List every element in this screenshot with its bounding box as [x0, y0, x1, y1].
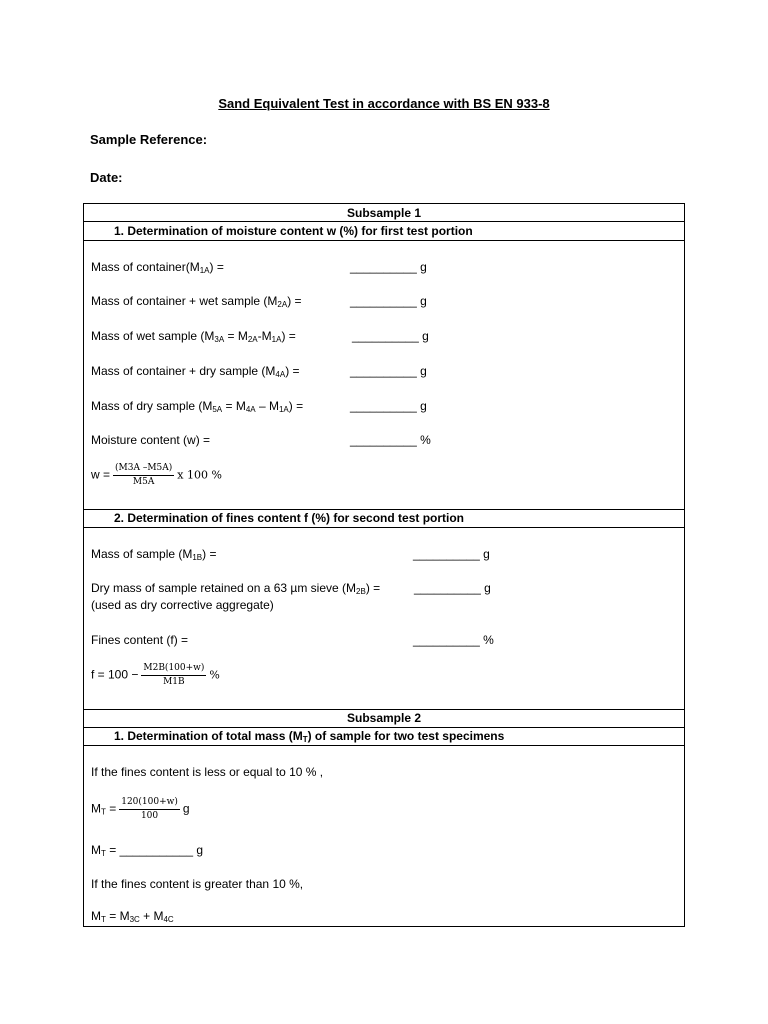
m1b-label: Mass of sample $(M_{1B})$ =: [91, 547, 217, 562]
table-divider: [84, 709, 684, 710]
subsample-2-heading: Subsample 2: [346, 711, 422, 725]
table-divider: [84, 745, 684, 746]
moisture-content-label: Moisture content (w) =: [91, 433, 211, 447]
m5a-label: Mass of dry sample $(M_{5A} = M_{4A} - M_{1A})$ =: [91, 399, 304, 414]
m4a-label: Mass of container + dry sample $(M_{4A})$ =: [91, 364, 300, 379]
table-divider: [84, 527, 684, 528]
m2a-label: Mass of container + wet sample $(M_{2A})$ =: [91, 294, 302, 309]
table-divider: [84, 221, 684, 222]
m2b-label: Dry mass of sample retained on a 63 µm sieve $(M_{2B})$ =: [91, 581, 381, 596]
fines-formula: f = 100 − $\frac{M2B(100+w)}{M1B}$ %: [91, 663, 220, 687]
condition-less-equal: If the fines content is less or equal to 10 % ,: [91, 765, 324, 779]
m1a-value: __________ g: [350, 260, 427, 274]
moisture-formula: w = $\frac{(M3A -M5A)}{M5A}$ x 100 %: [91, 463, 222, 487]
total-mass-heading: 1. Determination of total mass $(M_T)$ of sample for two test specimens: [114, 729, 505, 744]
m4a-value: __________ g: [350, 364, 427, 378]
fines-content-value: __________ %: [413, 633, 494, 647]
m3a-label: Mass of wet sample $(M_{3A} = M_{2A}-M_{1A})$ =: [91, 329, 296, 344]
m1a-label: Mass of $container(M_{1A})$ =: [91, 260, 224, 275]
moisture-content-value: __________ %: [350, 433, 431, 447]
m3a-value: __________ g: [352, 329, 429, 343]
m2b-value: __________ g: [414, 581, 491, 595]
total-mass-sum: $M_T = M_{3C} + M_{4C}$: [91, 909, 174, 924]
m5a-value: __________ g: [350, 399, 427, 413]
test-form-table: [83, 203, 685, 927]
m2a-value: __________ g: [350, 294, 427, 308]
total-mass-formula: $M_T$ = $\frac{120(100+w)}{100}$ g: [91, 797, 190, 821]
subsample-1-heading: Subsample 1: [346, 206, 422, 220]
table-divider: [84, 509, 684, 510]
document-title: Sand Equivalent Test in accordance with BS EN 933-8: [218, 96, 550, 111]
table-divider: [84, 727, 684, 728]
m1b-value: __________ g: [413, 547, 490, 561]
sample-reference-label: Sample Reference:: [90, 132, 208, 147]
table-divider: [84, 240, 684, 241]
fines-content-heading: 2. Determination of fines content f (%) for second test portion: [114, 511, 465, 525]
fines-content-label: Fines content (f) =: [91, 633, 189, 647]
moisture-content-heading: 1. Determination of moisture content w (%) for first test portion: [114, 224, 473, 238]
total-mass-value: $M_T$ = ___________ g: [91, 843, 203, 858]
date-label: Date:: [90, 170, 123, 185]
m2b-note: (used as dry corrective aggregate): [91, 598, 274, 612]
condition-greater: If the fines content is greater than 10 %,: [91, 877, 304, 891]
